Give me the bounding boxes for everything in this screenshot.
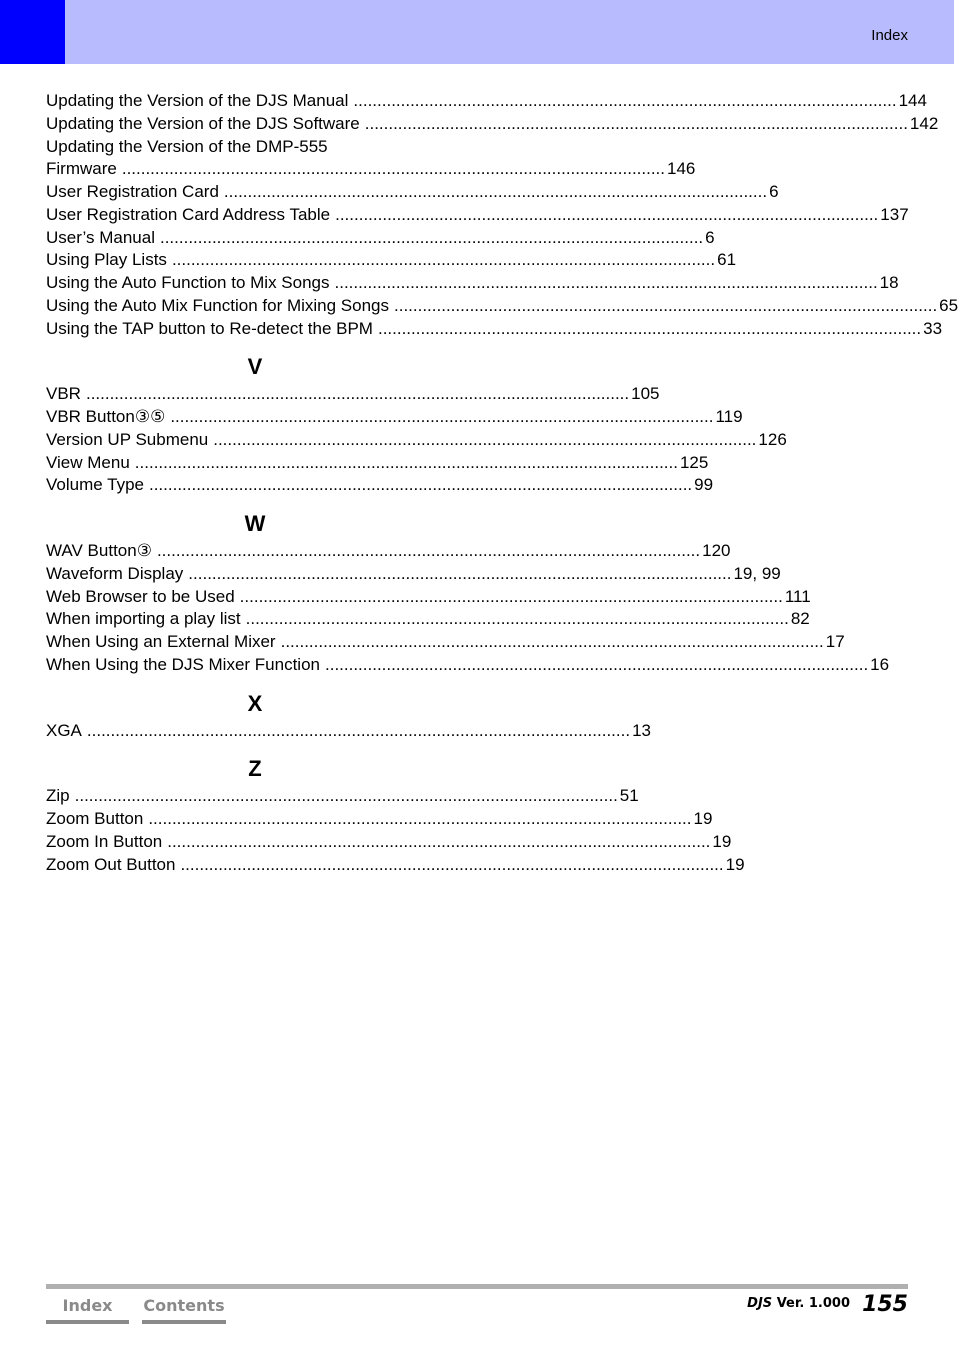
dot-leader: ................................................................................................................... [148, 809, 692, 828]
page-reference[interactable]: 19, 99 [733, 563, 781, 583]
dot-leader: ................................................................................................................... [364, 113, 908, 133]
index-entry[interactable] [46, 831, 732, 854]
index-term: Firmware [46, 159, 117, 179]
dot-leader: ................................................................................................................... [335, 204, 879, 224]
brand-name: DJS [747, 1296, 773, 1311]
dot-leader: ................................................................................................................... [353, 91, 897, 110]
index-entry[interactable] [46, 249, 737, 272]
header-color-block [0, 0, 65, 64]
dot-leader: ................................................................................................................... [377, 318, 922, 338]
dot-leader: ................................................................................................................... [85, 384, 630, 404]
letter-heading: V [247, 354, 263, 380]
index-term: Updating the Version of the DJS Software [46, 113, 360, 133]
index-term: Zoom In Button [46, 831, 163, 851]
index-term: When importing a play list [46, 609, 241, 629]
index-entry[interactable] [46, 227, 715, 250]
index-term: Using the Auto Mix Function for Mixing Songs [46, 295, 389, 315]
index-term: Using the TAP button to Re-detect the BPM [46, 318, 373, 338]
index-term: Zip [46, 786, 70, 806]
dot-leader: ................................................................................................................... [213, 429, 757, 449]
dot-leader: ................................................................................................................... [171, 250, 716, 270]
page-reference[interactable]: 120 [702, 541, 731, 560]
index-term: User Registration Card Address Table [46, 204, 331, 224]
index-term: When Using an External Mixer [46, 632, 276, 651]
index-term: Web Browser to be Used [46, 586, 235, 606]
dot-leader: ................................................................................................................... [86, 720, 631, 740]
dot-leader: ................................................................................................................... [180, 854, 724, 874]
index-term: Waveform Display [46, 563, 184, 583]
index-entry[interactable] [46, 295, 958, 318]
index-entry[interactable] [46, 429, 787, 452]
dot-leader: ................................................................................................................... [156, 541, 701, 560]
dot-leader: ................................................................................................................... [167, 831, 711, 851]
page-reference[interactable]: 137 [880, 204, 909, 224]
index-term: Using Play Lists [46, 250, 167, 270]
index-term: VBR Button③⑤ [46, 407, 166, 426]
page-reference[interactable]: 19 [693, 809, 713, 828]
index-term: Version UP Submenu [46, 429, 209, 449]
dot-leader: ................................................................................................................... [170, 407, 714, 426]
index-entry[interactable] [46, 136, 696, 182]
page-reference[interactable]: 126 [758, 429, 787, 449]
index-entry[interactable] [46, 785, 639, 808]
header-title: Index [871, 27, 908, 44]
index-list [46, 90, 958, 876]
index-entry[interactable] [46, 631, 845, 654]
index-entry[interactable] [46, 608, 810, 631]
index-entry[interactable] [46, 720, 651, 743]
index-entry[interactable] [46, 181, 779, 204]
dot-leader: ................................................................................................................... [188, 563, 732, 583]
page-reference[interactable]: 142 [909, 113, 939, 133]
page-reference[interactable]: 111 [784, 586, 811, 606]
index-term: Volume Type [46, 475, 144, 495]
dot-leader: ................................................................................................................... [239, 586, 783, 606]
dot-leader: ................................................................................................................... [245, 609, 789, 629]
index-term: Updating the Version of the DMP-555 [46, 136, 328, 156]
page-reference[interactable]: 119 [715, 407, 743, 426]
page-reference[interactable]: 6 [705, 227, 715, 247]
index-term: When Using the DJS Mixer Function [46, 654, 320, 674]
page-reference[interactable]: 65 [939, 295, 958, 315]
dot-leader: ................................................................................................................... [134, 452, 678, 472]
page-reference[interactable]: 105 [631, 384, 660, 404]
index-entry[interactable] [46, 854, 745, 877]
index-entry[interactable] [46, 586, 811, 609]
index-term: Updating the Version of the DJS Manual [46, 91, 349, 110]
page-reference[interactable]: 33 [923, 318, 943, 338]
page-reference[interactable]: 125 [679, 452, 709, 472]
index-entry[interactable] [46, 272, 899, 295]
page-reference[interactable]: 19 [725, 854, 745, 874]
page-reference[interactable]: 61 [717, 250, 737, 270]
dot-leader: ................................................................................................................... [280, 632, 824, 651]
dot-leader: ................................................................................................................... [148, 475, 693, 495]
dot-leader: ................................................................................................................... [223, 182, 768, 201]
index-entry[interactable] [46, 113, 939, 136]
index-entry[interactable] [46, 383, 660, 406]
dot-leader: ................................................................................................................... [325, 654, 869, 674]
index-term: Using the Auto Function to Mix Songs [46, 273, 330, 292]
letter-heading: Z [248, 756, 262, 782]
page-reference[interactable]: 13 [632, 720, 651, 740]
index-entry[interactable] [46, 90, 927, 113]
footer-divider [46, 1284, 908, 1289]
index-entry[interactable] [46, 563, 781, 586]
index-entry[interactable] [46, 204, 909, 227]
header-bar [0, 0, 954, 64]
page-reference[interactable]: 146 [667, 159, 696, 179]
page-reference[interactable]: 144 [898, 91, 927, 110]
page-reference[interactable]: 17 [825, 632, 845, 651]
index-term: WAV Button③ [46, 541, 152, 560]
page-reference[interactable]: 6 [769, 182, 779, 201]
index-entry[interactable] [46, 474, 714, 497]
dot-leader: ................................................................................................................... [159, 227, 704, 247]
page-reference[interactable]: 16 [870, 654, 890, 674]
index-entry[interactable] [46, 540, 731, 563]
dot-leader: ................................................................................................................... [121, 159, 666, 179]
letter-heading: X [247, 690, 263, 716]
page-number: 155 [862, 1292, 908, 1317]
version-label [747, 1296, 850, 1311]
dot-leader: ................................................................................................................... [74, 786, 618, 806]
page-reference[interactable]: 18 [879, 273, 899, 292]
index-term: VBR [46, 384, 81, 404]
index-entry[interactable] [46, 808, 713, 831]
index-entry[interactable] [46, 452, 709, 475]
index-entry[interactable] [46, 318, 943, 341]
page-reference[interactable]: 82 [790, 609, 810, 629]
page-reference[interactable]: 99 [694, 475, 714, 495]
letter-heading: W [244, 511, 266, 536]
index-entry[interactable] [46, 654, 890, 677]
index-entry[interactable] [46, 406, 743, 429]
index-term: Zoom Out Button [46, 854, 176, 874]
page-reference[interactable]: 51 [619, 786, 639, 806]
index-term: View Menu [46, 452, 130, 472]
index-term: XGA [46, 720, 82, 740]
index-term: User Registration Card [46, 182, 219, 201]
index-term: User’s Manual [46, 227, 155, 247]
contents-link[interactable]: Contents [142, 1294, 226, 1324]
page-reference[interactable]: 19 [712, 831, 732, 851]
dot-leader: ................................................................................................................... [334, 273, 878, 292]
index-term: Zoom Button [46, 809, 144, 828]
index-link[interactable]: Index [46, 1294, 129, 1324]
dot-leader: ................................................................................................................... [394, 295, 938, 315]
version-number: Ver. 1.000 [776, 1296, 850, 1311]
